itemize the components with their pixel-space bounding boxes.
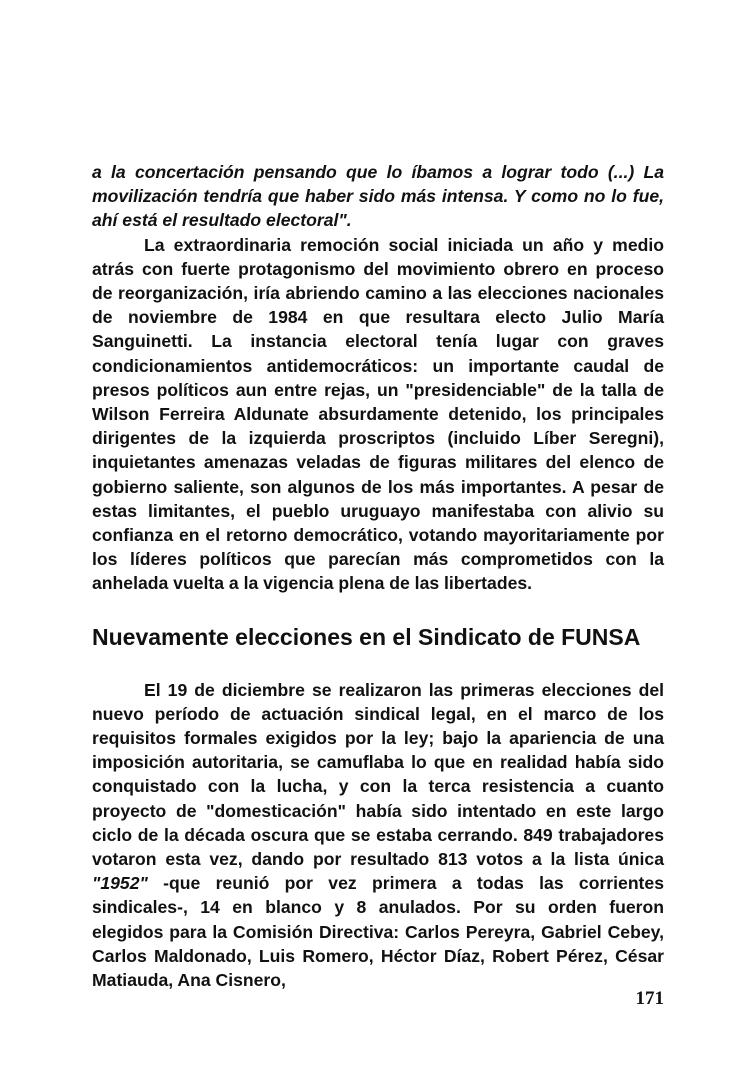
quote-line: movilización tendría que haber sido más intensa. Y como no lo fue, <box>92 186 664 207</box>
paragraph-text: -que reunió por vez primera a todas las corrientes sindicales-, 14 en blanco y 8 anulados. Por su orden fueron elegidos para la Comisión Directiva: Carlos Pereyra, Gabriel Cebey, Carlos Maldonado, Luis Romero, Héctor Díaz, Robert Pérez, César Matiauda, Ana Cisnero, <box>92 873 664 991</box>
quote-line: ahí está el resultado electoral". <box>92 210 352 231</box>
quote-continuation <box>92 160 664 233</box>
paragraph-text: El 19 de diciembre se realizaron las primeras elecciones del nuevo período de actuación sindical legal, en el marco de los requisitos formales exigidos por la ley; bajo la apariencia de una imposición autoritaria, se camuflaba lo que en realidad había sido conquistado con la lucha, y con la terca resistencia a cuanto proyecto de "domesticación" había sido intentado en este largo ciclo de la década oscura que se estaba cerrando. 849 trabajadores votaron esta vez, dando por resultado 813 votos a la lista única <box>92 679 664 870</box>
page-number: 171 <box>635 988 664 1009</box>
quote-line: a la concertación pensando que lo íbamos a lograr todo (...) La <box>92 162 664 182</box>
page-body <box>92 160 664 992</box>
paragraph-funsa-elections <box>92 678 664 993</box>
paragraph-elections-1984: La extraordinaria remoción social iniciada un año y medio atrás con fuerte protagonismo del movimiento obrero en proceso de reorganización, iría abriendo camino a las elecciones nacionales de noviembre de 1984 en que resultara electo Julio María Sanguinetti. La instancia electoral tenía lugar con graves condicionamientos antidemocráticos: un importante caudal de presos políticos aun entre rejas, un "presidenciable" de la talla de Wilson Ferreira Aldunate absurdamente detenido, los principales dirigentes de la izquierda proscriptos (incluido Líber Seregni), inquietantes amenazas veladas de figuras militares del elenco de gobierno saliente, son algunos de los más importantes. A pesar de estas limitantes, el pueblo uruguayo manifestaba con alivio su confianza en el retorno democrático, votando mayoritariamente por los líderes políticos que parecían más comprometidos con la anhelada vuelta a la vigencia plena de las libertades. <box>92 234 664 594</box>
list-name: "1952" <box>92 873 148 894</box>
section-heading: Nuevamente elecciones en el Sindicato de FUNSA <box>92 623 641 650</box>
